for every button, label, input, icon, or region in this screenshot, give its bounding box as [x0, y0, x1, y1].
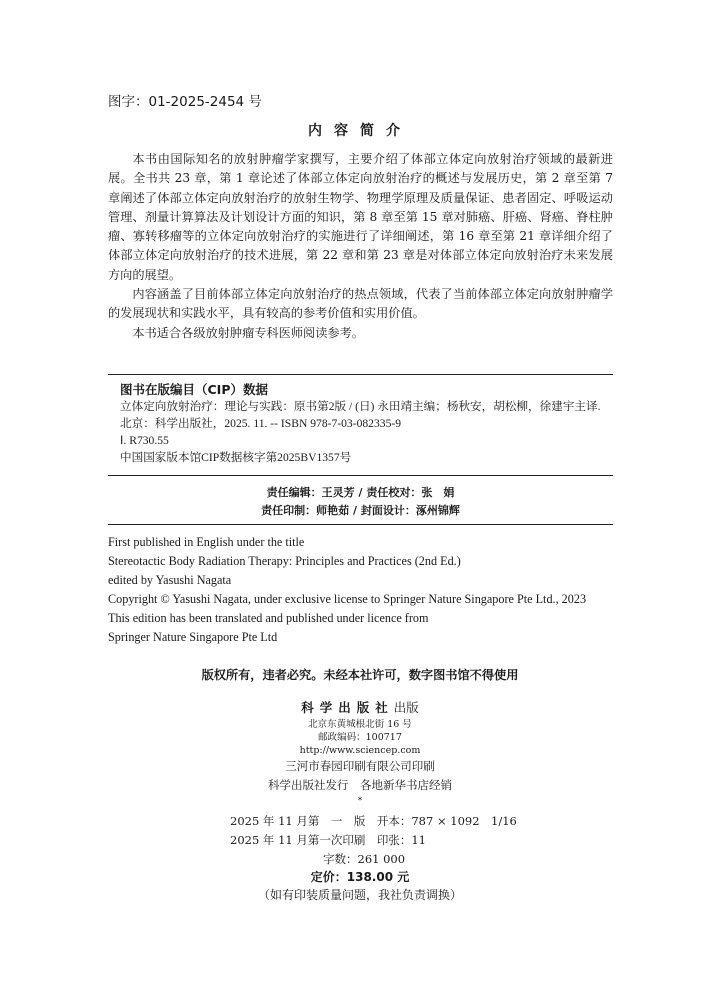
cip-line: 立体定向放射治疗：理论与实践：原书第2版 / (日) 永田靖主编；杨秋安，胡松柳，徐建宇主译.	[120, 400, 601, 413]
cip-line: 北京：科学出版社，2025. 11. -- ISBN 978-7-03-082335-9	[120, 417, 402, 430]
cip-heading: 图书在版编目（CIP）数据	[120, 382, 268, 397]
editors-block	[108, 484, 613, 520]
english-line: Copyright © Yasushi Nagata, under exclusive license to Springer Nature Singapore Pte Ltd., 2023	[108, 592, 587, 606]
wordcount-line: 字数：261 000	[323, 852, 406, 866]
cip-line: Ⅰ. R730.55	[120, 434, 169, 447]
english-line: Stereotactic Body Radiation Therapy: Principles and Practices (2nd Ed.)	[108, 554, 461, 568]
english-copyright	[108, 533, 586, 647]
english-line: First published in English under the title	[108, 535, 305, 549]
editors-line: 责任编辑：王灵芳 / 责任校对：张 娟	[266, 486, 455, 499]
edition-specs	[230, 812, 517, 869]
intro-paragraph: 本书由国际知名的放射肿瘤学家撰写，主要介绍了体部立体定向放射治疗领域的最新进展。全书共 23 章，第 1 章论述了体部立体定向放射治疗的概述与发展历史，第 2 章至第 7 章阐述了体部立体定向放射治疗的放射生物学、物理学原理及质量保证、患者固定、呼吸运动管理、剂量计算算法及计划设计方面的知识，第 8 章至第 15 章对肺癌、肝癌、肾癌、脊柱肿瘤、寡转移瘤等的立体定向放射治疗的实施进行了详细阐述，第 16 章至第 21 章详细介绍了体部立体定向放射治疗的技术进展，第 22 章和第 23 章是对体部立体定向放射治疗未来发展方向的展望。	[108, 152, 613, 282]
price-note: （如有印装质量问题，我社负责调换）	[257, 888, 462, 902]
intro-paragraph: 本书适合各级放射肿瘤专科医师阅读参考。	[132, 325, 364, 340]
cip-block	[108, 374, 613, 476]
english-line: Springer Nature Singapore Pte Ltd	[108, 630, 278, 644]
publisher-address: 北京东黄城根北街 16 号	[308, 719, 412, 730]
intro-text	[108, 150, 613, 343]
rights-notice: 版权所有，违者必究。未经本社许可，数字图书馆不得使用	[201, 668, 519, 682]
editors-line: 责任印制：师艳茹 / 封面设计：涿州锦辉	[261, 504, 460, 517]
publisher-postcode: 邮政编码：100717	[318, 732, 402, 743]
cip-line: 中国国家版本馆CIP数据核字第2025BV1357号	[120, 451, 352, 464]
publisher-name: 科学出版社	[301, 700, 394, 715]
printer: 三河市春园印刷有限公司印刷	[285, 759, 435, 773]
separator-star: *	[357, 796, 363, 806]
registration-number: 图字：01-2025-2454 号	[108, 94, 262, 110]
price-block	[0, 868, 720, 904]
intro-title: 内容简介	[308, 123, 412, 139]
publisher-name-suffix: 出版	[393, 700, 419, 715]
publisher-block	[0, 698, 720, 807]
english-line: edited by Yasushi Nagata	[108, 573, 232, 587]
publisher-url: http://www.sciencep.com	[299, 745, 421, 756]
intro-paragraph: 内容涵盖了目前体部立体定向放射治疗的热点领域，代表了当前体部立体定向放射肿瘤学的发展现状和实践水平，具有较高的参考价值和实用价值。	[108, 287, 613, 321]
printing-line: 2025 年 11 月第一次印刷 印张：11	[230, 833, 426, 847]
price: 定价：138.00 元	[310, 870, 410, 884]
divider	[108, 524, 613, 525]
distribution: 科学出版社发行 各地新华书店经销	[268, 778, 452, 792]
english-line: This edition has been translated and published under licence from	[108, 611, 429, 625]
publisher-name-line	[0, 698, 720, 718]
edition-line: 2025 年 11 月第 一 版 开本：787 × 1092 1/16	[230, 814, 517, 828]
